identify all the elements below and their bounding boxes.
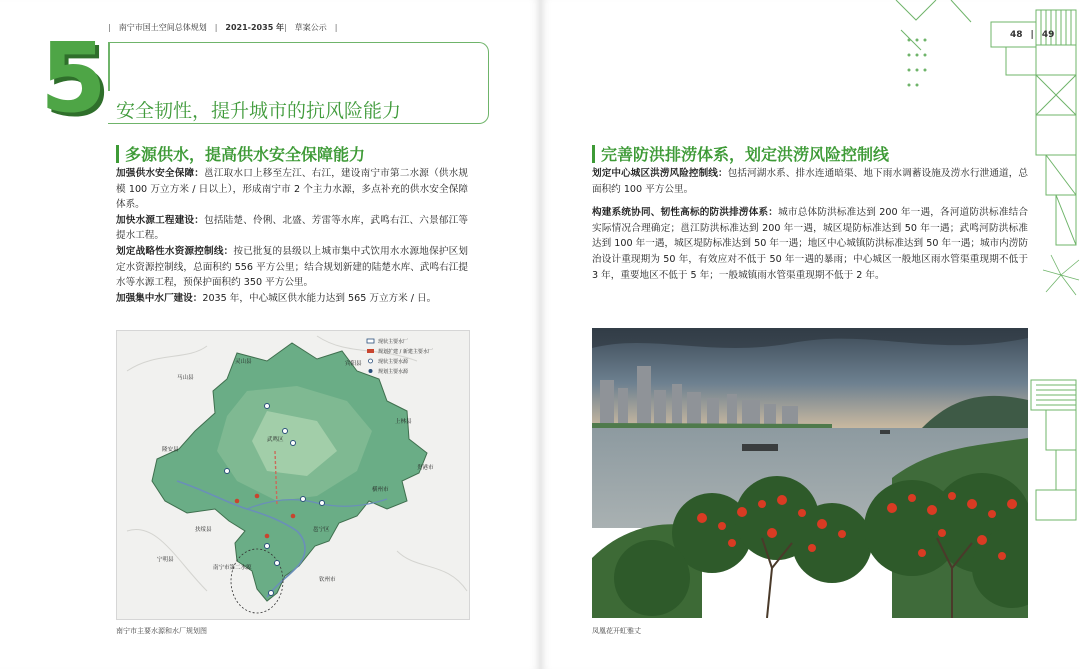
right-page (541, 0, 1080, 669)
legend-entry: 现状主要水厂 (378, 339, 409, 345)
paragraph-lead: 划定战略性水资源控制线： (116, 245, 234, 257)
paragraph-2 (116, 213, 468, 244)
map-svg (117, 331, 469, 619)
map-caption: 南宁市主要水源和水厂规划图 (116, 627, 207, 635)
map-label: 贵港市 (417, 465, 434, 471)
map-label: 横州市 (372, 487, 389, 493)
map-label: 钦州市 (319, 577, 336, 583)
section-heading-text: 多源供水，提高供水安全保障能力 (125, 145, 366, 164)
heading-bar (116, 145, 119, 163)
paragraph-2 (592, 205, 1028, 283)
paragraph-text: 城市总体防洪标准达到 200 年一遇，各河道防洪标准结合实际情况合理确定；邕江防洪标准达到 200 年一遇，城区堤防标准达到 50 年一遇；武鸣河防洪标准达到 100 年一遇，城区堤防标准达到 50 年一遇；地区中心城镇防洪标准达到 50 年一遇；城市内涝防治设计重现期为 50 年，有效应对不低于 50 年一遇的暴雨；中心城区一般地区雨水管渠重现期不低于 3 年，重要地区不低于 5 年；一般城镇雨水管渠重现期不低于 2 年。 (592, 207, 1028, 281)
section-heading-flood (592, 142, 889, 165)
map-label: 灵山县 (235, 359, 252, 365)
paragraph-text: 邕江取水口上移至左江、右江，建设南宁市第二水源（供水规模 100 万立方米 / 日以上），形成南宁市 2 个主力水源，多点补充的供水安全保障体系。 (116, 168, 469, 211)
heading-bar (592, 145, 595, 163)
page-numbers: 48 | 49 (1010, 30, 1055, 40)
paragraph-lead: 加强集中水厂建设： (116, 292, 203, 304)
paragraph-4 (116, 291, 468, 307)
paragraph-lead: 构建系统协同、韧性高标的防洪排涝体系： (592, 207, 779, 219)
paragraph-lead: 加快水源工程建设： (116, 214, 205, 226)
paragraph-text: 包括河湖水系、排水连通暗渠、地下雨水调蓄设施及涝水行泄通道，总面积约 100 平方公里。 (592, 168, 1029, 195)
photo-caption: 凤凰花开虹雅丈 (592, 627, 641, 635)
chapter-title: 安全韧性，提升城市的抗风险能力 (116, 100, 402, 122)
map-label: 南宁市第二水源 (213, 565, 252, 571)
page-number-left: 48 (1010, 30, 1023, 40)
legend-entry: 现状主要水源 (378, 359, 409, 365)
legend-entry: 规划主要水源 (378, 369, 409, 375)
paragraph-1 (116, 166, 468, 213)
plan-status: 草案公示 (294, 23, 327, 32)
paragraph-1 (592, 166, 1028, 197)
paragraph-lead: 加强供水安全保障： (116, 168, 205, 179)
paragraph-text: 按已批复的县级以上城市集中式饮用水水源地保护区划定水资源控制线，总面积约 556 平方公里；结合规划新建的陆楚水库、武鸣右江提水等水源工程，预保护面积约 350 平方公里。 (116, 245, 469, 289)
paragraph-3 (116, 244, 468, 291)
map-label: 上林县 (395, 419, 412, 425)
map-label: 扶绥县 (195, 527, 212, 533)
paragraph-text: 2035 年，中心城区供水能力达到 565 万立方米 / 日。 (202, 292, 437, 304)
plan-years: 2021-2035 年 (225, 23, 285, 32)
page-number-right: 49 (1041, 30, 1055, 40)
plan-name: 南宁市国土空间总体规划 (118, 23, 207, 32)
map-label: 邕宁区 (313, 527, 330, 533)
water-paragraphs (116, 166, 468, 306)
water-source-map (116, 330, 470, 620)
flood-paragraphs (592, 166, 1028, 283)
paragraph-lead: 划定中心城区洪涝风险控制线： (592, 168, 728, 179)
map-label: 宁明县 (157, 557, 174, 563)
map-label: 马山县 (177, 375, 194, 381)
paragraph-text: 包括陆楚、伶俐、北盛、芳雷等水库，武鸣右江、六景郁江等提水工程。 (116, 214, 469, 242)
section-heading-water (116, 142, 365, 165)
map-label: 宾阳县 (345, 361, 362, 367)
map-label: 武鸣区 (267, 437, 284, 443)
chapter-number: 5 (40, 22, 107, 134)
legend-entry: 规划扩建 / 新建主要水厂 (378, 349, 433, 355)
section-heading-text: 完善防洪排涝体系，划定洪涝风险控制线 (601, 145, 890, 164)
running-header: | 南宁市国土空间总体规划 | 2021-2035 年| 草案公示 | (108, 23, 338, 32)
map-label: 隆安县 (162, 447, 179, 453)
photo-svg (592, 328, 1028, 618)
river-photo (592, 328, 1028, 618)
